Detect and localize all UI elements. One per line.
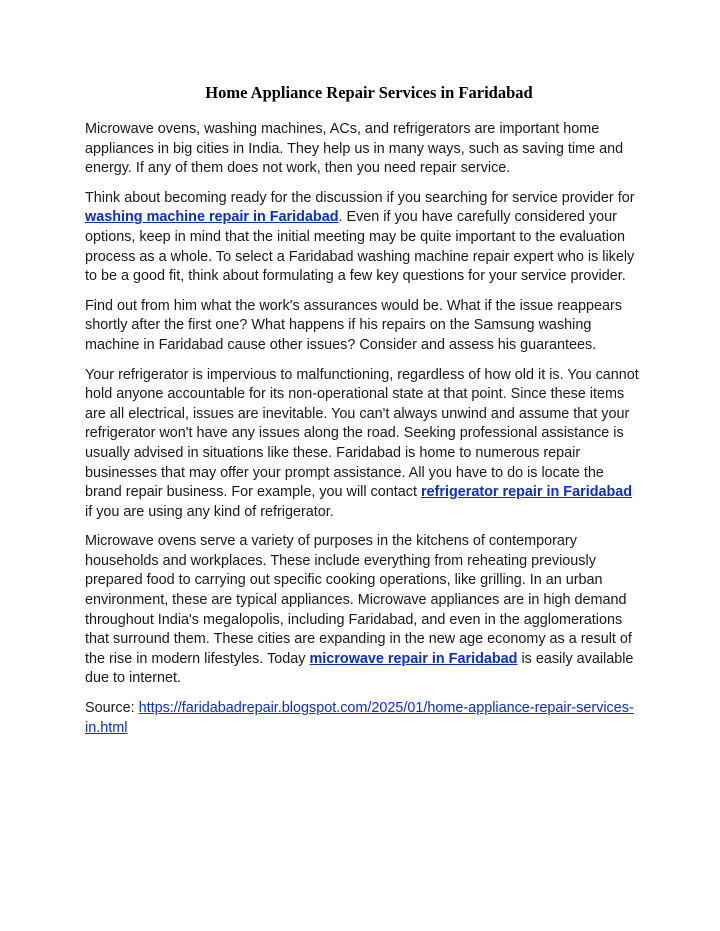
- paragraph-refrigerator: [85, 366, 641, 523]
- paragraph-text: Think about becoming ready for the discussion if you searching for service provider for: [85, 189, 635, 206]
- paragraph-text: if you are using any kind of refrigerator.: [85, 503, 334, 520]
- paragraph-text: Your refrigerator is impervious to malfunctioning, regardless of how old it is. You cannot hold anyone accountable for its non-operational state at that point. Since these items are all electrical, issues are inevitable. You can't always unwind and assume that your refrigerator won't have any issues along the road. Seeking professional assistance is usually advised in situations like these. Faridabad is home to numerous repair businesses that may offer your prompt assistance. All you have to do is locate the brand repair business. For example, you will contact: [85, 366, 639, 501]
- paragraph-microwave: [85, 532, 641, 689]
- microwave-repair-link[interactable]: microwave repair in Faridabad: [309, 650, 518, 667]
- source-link[interactable]: https://faridabadrepair.blogspot.com/2025/01/home-appliance-repair-services-in.html: [85, 700, 634, 736]
- paragraph-washing-machine: [85, 189, 641, 287]
- refrigerator-repair-link[interactable]: refrigerator repair in Faridabad: [420, 484, 633, 501]
- paragraph-text: Microwave ovens serve a variety of purposes in the kitchens of contemporary households and workplaces. These include everything from reheating previously prepared food to carrying out specific cooking operations, like grilling. In an urban environment, these are typical appliances. Microwave appliances are in high demand throughout India's megalopolis, including Faridabad, and even in the agglomerations that surround them. These cities are expanding in the new age economy as a result of the rise in modern lifestyles. Today: [85, 533, 632, 667]
- washing-machine-repair-link[interactable]: washing machine repair in Faridabad: [85, 209, 339, 226]
- source-line: [85, 699, 641, 738]
- page-title: Home Appliance Repair Services in Faridabad: [205, 83, 533, 102]
- paragraph-intro: Microwave ovens, washing machines, ACs, and refrigerators are important home appliances in big cities in India. They help us in many ways, such as saving time and energy. If any of them does not work, then you need repair service.: [85, 121, 624, 177]
- document-page: [85, 82, 641, 748]
- paragraph-assurances: Find out from him what the work's assurances would be. What if the issue reappears shortly after the first one? What happens if his repairs on the Samsung washing machine in Faridabad cause other issues? Consider and assess his guarantees.: [85, 297, 623, 353]
- paragraph-text: is easily available due to internet.: [85, 650, 634, 687]
- source-label: Source:: [85, 700, 139, 717]
- paragraph-text: . Even if you have carefully considered your options, keep in mind that the initial meeting may be quite important to the evaluation process as a whole. To select a Faridabad washing machine repair expert who is likely to be a good fit, think about formulating a few key questions for your service provider.: [85, 209, 635, 285]
